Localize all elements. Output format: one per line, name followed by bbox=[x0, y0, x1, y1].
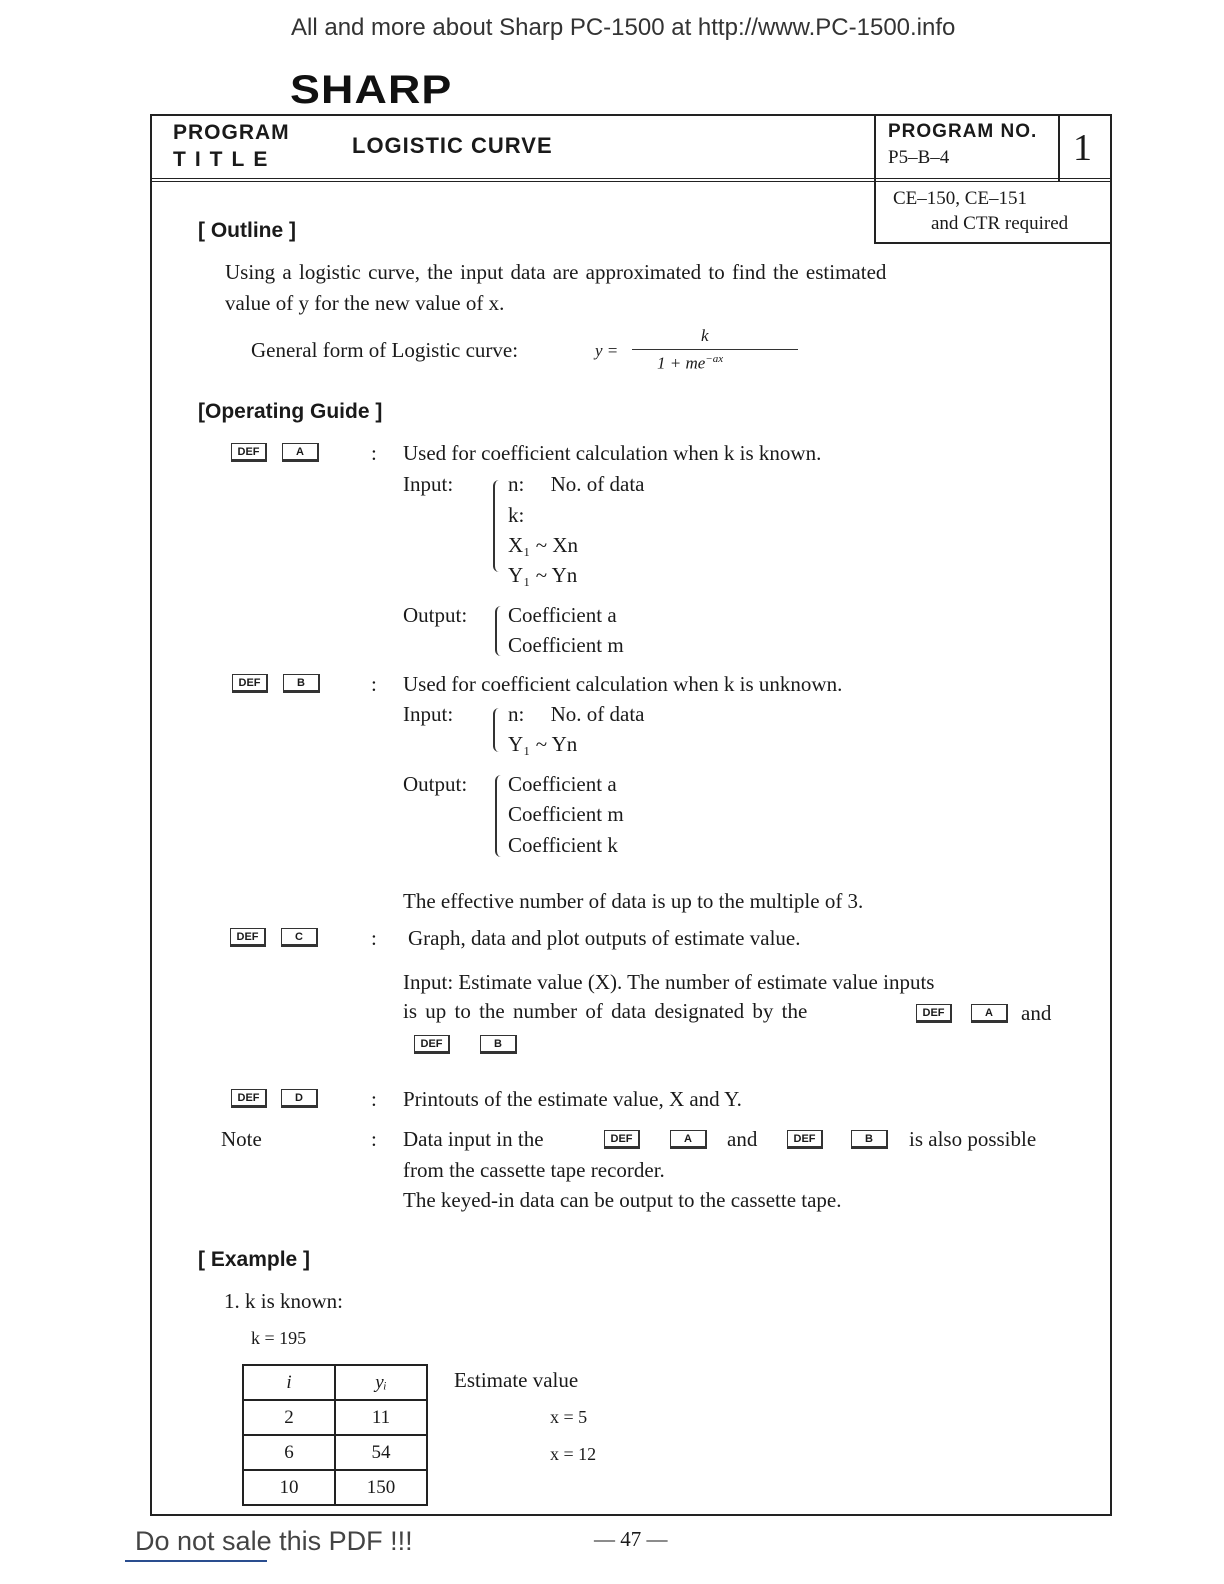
def-a-output-a: Coefficient a bbox=[508, 603, 617, 627]
def-a-output-label: Output: bbox=[403, 603, 468, 627]
def-b-input-y: Y₁ ~ Yn bbox=[508, 732, 578, 756]
b-key: B bbox=[283, 674, 320, 693]
source-url-line: All and more about Sharp PC-1500 at http://www.PC-1500.info bbox=[291, 14, 956, 41]
cell-y: 11 bbox=[335, 1400, 427, 1435]
note-line-2: from the cassette tape recorder. bbox=[403, 1158, 665, 1182]
def-a-description: Used for coefficient calculation when k is known. bbox=[403, 441, 822, 465]
table-row bbox=[243, 1470, 427, 1505]
formula-denominator-base: 1 + me bbox=[657, 353, 706, 373]
colon: : bbox=[371, 1087, 377, 1111]
note-line-3: The keyed-in data can be output to the cassette tape. bbox=[403, 1188, 842, 1212]
def-key: DEF bbox=[787, 1130, 823, 1149]
a-key: A bbox=[971, 1004, 1008, 1023]
estimate-1: x = 5 bbox=[550, 1407, 588, 1427]
def-a-input-n: n: No. of data bbox=[508, 472, 645, 496]
outline-heading: [ Outline ] bbox=[198, 219, 296, 242]
formula-exponent: −ax bbox=[705, 353, 724, 365]
colon: : bbox=[371, 441, 377, 465]
output-brace bbox=[495, 775, 503, 857]
def-c-description: Graph, data and plot outputs of estimate value. bbox=[408, 926, 801, 950]
sheet-number: 1 bbox=[1073, 127, 1092, 169]
note-text-pre: Data input in the bbox=[403, 1127, 544, 1151]
a-key: A bbox=[282, 443, 319, 462]
cell-i: 6 bbox=[243, 1435, 335, 1470]
header-i: i bbox=[243, 1365, 335, 1400]
table-row bbox=[243, 1400, 427, 1435]
example-data-table bbox=[242, 1364, 428, 1506]
estimate-label: Estimate value bbox=[454, 1368, 579, 1392]
table-row bbox=[243, 1435, 427, 1470]
c-key: C bbox=[281, 928, 318, 947]
b-key: B bbox=[480, 1035, 517, 1054]
def-key: DEF bbox=[230, 928, 266, 947]
and-text: and bbox=[1021, 1001, 1052, 1025]
k-value: k = 195 bbox=[251, 1328, 307, 1348]
requirement-line-1: CE–150, CE–151 bbox=[893, 188, 1028, 209]
def-key: DEF bbox=[231, 1089, 267, 1108]
def-b-output-label: Output: bbox=[403, 772, 468, 796]
page-number: — 47 — bbox=[594, 1527, 668, 1551]
def-a-input-k: k: bbox=[508, 503, 525, 527]
example-heading: [ Example ] bbox=[198, 1248, 311, 1271]
def-b-output-a: Coefficient a bbox=[508, 772, 617, 796]
def-key: DEF bbox=[231, 443, 267, 462]
formula-denominator bbox=[657, 353, 723, 374]
input-brace bbox=[493, 708, 501, 752]
operating-guide-heading: [Operating Guide ] bbox=[198, 400, 383, 423]
program-title: LOGISTIC CURVE bbox=[352, 133, 553, 158]
note-text-post: is also possible bbox=[909, 1127, 1037, 1151]
def-a-input-y: Y₁ ~ Yn bbox=[508, 563, 578, 587]
title-divider bbox=[874, 114, 876, 182]
def-b-description: Used for coefficient calculation when k is unknown. bbox=[403, 672, 843, 696]
d-key: D bbox=[281, 1089, 318, 1108]
b-key: B bbox=[851, 1130, 888, 1149]
cell-y: 150 bbox=[335, 1470, 427, 1505]
note-label: Note bbox=[221, 1127, 262, 1151]
def-key: DEF bbox=[916, 1004, 952, 1023]
program-no-label: PROGRAM NO. bbox=[888, 121, 1038, 142]
fraction-bar bbox=[632, 349, 798, 350]
def-key: DEF bbox=[232, 674, 268, 693]
disclaimer-underline bbox=[125, 1560, 267, 1562]
program-label: PROGRAM bbox=[173, 121, 290, 144]
def-b-input-n: n: No. of data bbox=[508, 702, 645, 726]
header-y: yᵢ bbox=[335, 1365, 427, 1400]
colon: : bbox=[371, 672, 377, 696]
def-b-note: The effective number of data is up to the multiple of 3. bbox=[403, 889, 864, 913]
output-brace bbox=[495, 606, 503, 656]
example-case-1: 1. k is known: bbox=[224, 1289, 344, 1313]
def-a-output-m: Coefficient m bbox=[508, 633, 624, 657]
formula-numerator: k bbox=[701, 326, 709, 345]
title-label: TITLE bbox=[173, 148, 277, 171]
def-c-input-line-2: is up to the number of data designated by the bbox=[403, 999, 808, 1023]
def-b-input-label: Input: bbox=[403, 702, 454, 726]
requirement-line-2: and CTR required bbox=[931, 213, 1069, 234]
outline-line-1: Using a logistic curve, the input data are approximated to find the estimated bbox=[225, 260, 887, 284]
program-no: P5–B–4 bbox=[888, 147, 950, 168]
def-b-output-k: Coefficient k bbox=[508, 833, 618, 857]
cell-y: 54 bbox=[335, 1435, 427, 1470]
note-and: and bbox=[727, 1127, 758, 1151]
cell-i: 10 bbox=[243, 1470, 335, 1505]
disclaimer-footer: Do not sale this PDF !!! bbox=[135, 1526, 413, 1556]
estimate-2: x = 12 bbox=[550, 1444, 597, 1464]
def-key: DEF bbox=[604, 1130, 640, 1149]
def-key: DEF bbox=[414, 1035, 450, 1054]
formula-lhs: y = bbox=[595, 341, 619, 360]
def-c-input-line-1: Input: Estimate value (X). The number of estimate value inputs bbox=[403, 970, 935, 994]
input-brace bbox=[493, 480, 501, 572]
def-b-output-m: Coefficient m bbox=[508, 802, 624, 826]
colon: : bbox=[371, 1127, 377, 1151]
sharp-logo: SHARP bbox=[290, 68, 453, 112]
def-a-input-x: X₁ ~ Xn bbox=[508, 533, 579, 557]
formula-label: General form of Logistic curve: bbox=[251, 338, 519, 362]
a-key: A bbox=[670, 1130, 707, 1149]
def-d-description: Printouts of the estimate value, X and Y. bbox=[403, 1087, 742, 1111]
cell-i: 2 bbox=[243, 1400, 335, 1435]
def-a-input-label: Input: bbox=[403, 472, 454, 496]
program-no-divider bbox=[1058, 114, 1060, 182]
table-header-row bbox=[243, 1365, 427, 1400]
colon: : bbox=[371, 926, 377, 950]
outline-line-2: value of y for the new value of x. bbox=[225, 291, 505, 315]
